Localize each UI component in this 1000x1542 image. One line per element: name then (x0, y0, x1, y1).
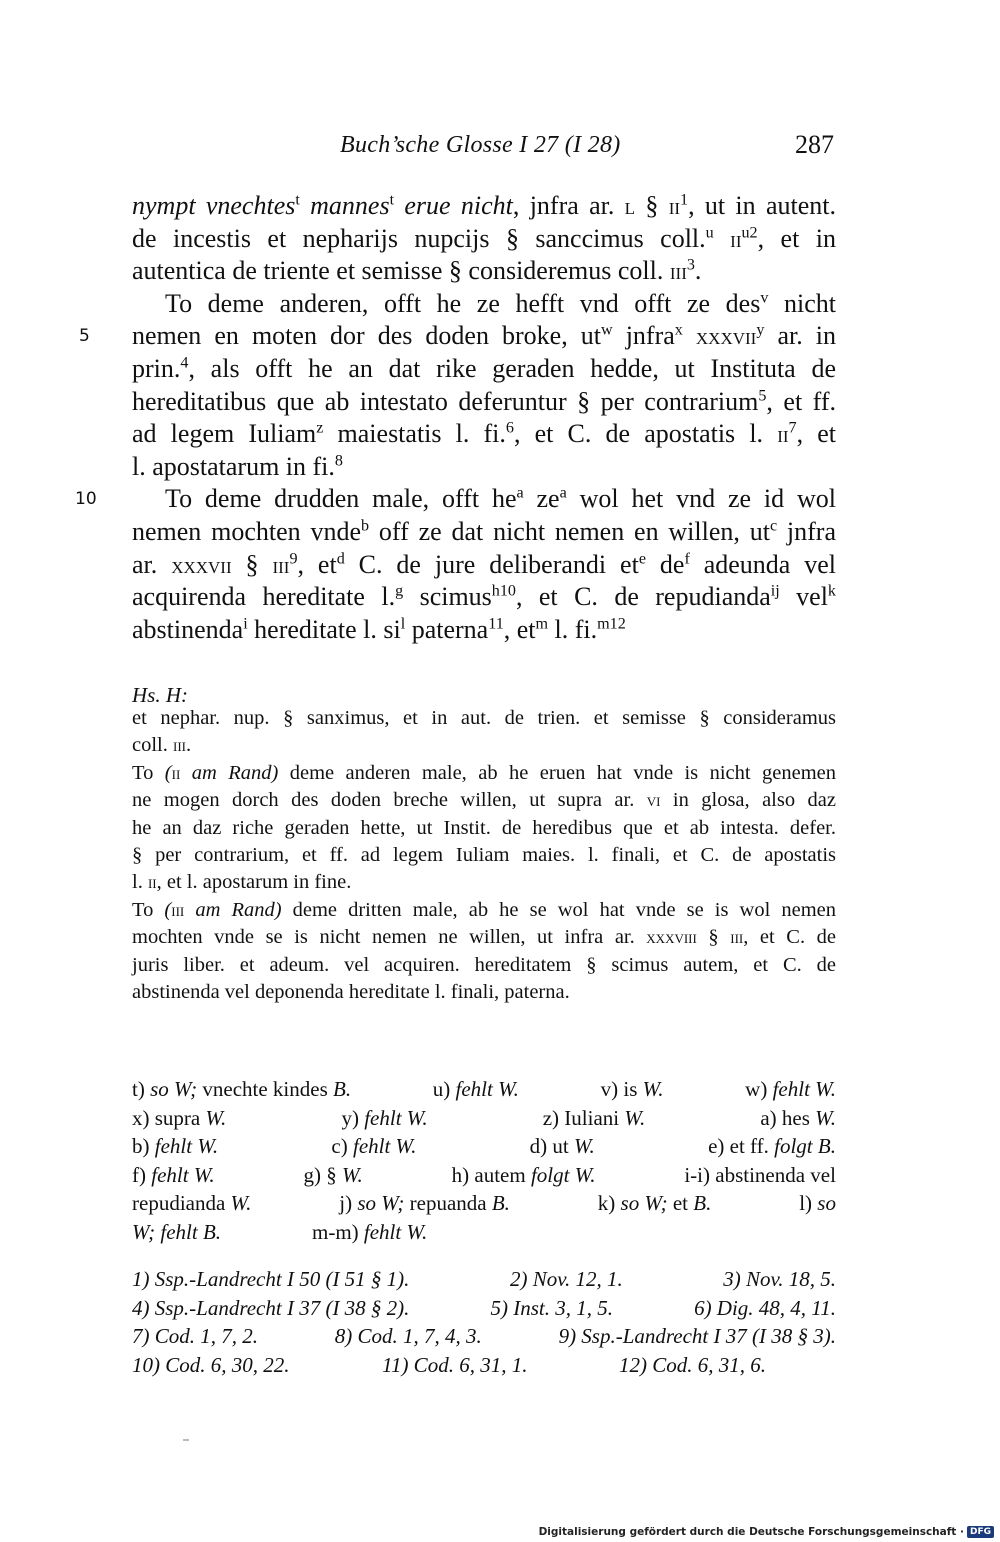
scan-speck (183, 1439, 189, 1441)
variant-note: repudianda W. (132, 1191, 252, 1215)
variant-note: u) fehlt W. (432, 1077, 519, 1101)
text-line: hereditatibus que ab intestato deferuntur § per contrarium$^5$, et ff. (132, 386, 836, 416)
text-line: 5 nemen en moten dor des doden broke, $ut^w$ jnfra$^x$ xxxvii$^y$ ar. in (132, 320, 836, 353)
variant-note: d) ut W. (529, 1134, 595, 1158)
text-line: autentica de triente et semisse § consideremus coll. iii$^3$. (132, 256, 702, 286)
text-line: ar. xxxvii § iii$^9$, $et^d$ C. de jure deliberandi $et^e$ $de^f$ adeunda vel (132, 549, 837, 579)
dfg-logo: DFG (967, 1526, 994, 1538)
footnote-row (132, 1161, 836, 1190)
variant-note: k) so W; et B. (597, 1191, 712, 1215)
variant-note: b) fehlt W. (132, 1134, 219, 1158)
text-line: prin.$^4$, als offt he an dat rike geraden hedde, ut Instituta de (132, 353, 836, 383)
text-line: To (ii am Rand) deme anderen male, ab he eruen hat vnde is nicht genemen (132, 761, 837, 784)
footnote-row (132, 1218, 836, 1247)
source-note: 11) Cod. 6, 31, 1. (382, 1352, 528, 1377)
line-number: 10 (75, 489, 97, 510)
footnote-row (132, 1322, 836, 1351)
text-line: coll. iii. (132, 734, 192, 757)
variant-note: j) so W; repuanda B. (339, 1191, 510, 1215)
text-line: juris liber. et adeum. vel acquiren. hereditatem § scimus autem, et C. de (132, 953, 836, 976)
variant-note: g) § W. (303, 1162, 363, 1187)
source-note: 10) Cod. 6, 30, 22. (132, 1352, 290, 1377)
text-line: he an daz riche geraden hette, ut Instit. de heredibus que et ab intesta. defer. (132, 816, 836, 839)
footnote-row (132, 1189, 836, 1218)
variant-note: w) fehlt W. (745, 1077, 836, 1101)
running-title: Buch’sche Glosse I 27 (I 28) (340, 132, 621, 158)
source-notes (132, 1265, 836, 1379)
footnote-row (132, 1075, 836, 1104)
source-note: 8) Cod. 1, 7, 4, 3. (334, 1324, 482, 1348)
text-line: ad legem Iuliam$^z$ maiestatis l. fi.$^6$, et C. de apostatis l. $ii^7$, et (132, 419, 837, 449)
text-line: nemen mochten vnde$^b$ off ze dat nicht nemen en willen, $ut^c$ jnfra (132, 516, 836, 546)
variant-note: y) fehlt W. (341, 1105, 428, 1130)
variant-note: W; fehlt B. (132, 1219, 222, 1244)
text-line: 10 To deme drudden male, offt $he^a$ $ze^a$ wol het vnd ze id wol (132, 483, 836, 516)
variant-note: m-m) fehlt W. (312, 1219, 428, 1244)
text-line: de incestis et nepharijs nupcijs § sanccimus coll.$^u$ $ii^{u2}$, et in (132, 223, 836, 253)
text-line: ne mogen dorch des doden breche willen, ut supra ar. vi in glosa, also daz (132, 789, 836, 812)
source-note: 1) Ssp.-Landrecht I 50 (I 51 § 1). (132, 1267, 410, 1291)
variant-note: v) is W. (600, 1077, 664, 1101)
source-note: 9) Ssp.-Landrecht I 37 (I 38 § 3). (558, 1324, 836, 1348)
page-number: 287 (795, 130, 834, 159)
footnote-row (132, 1351, 836, 1380)
source-note: 2) Nov. 12, 1. (509, 1267, 623, 1291)
line-number: 5 (79, 326, 90, 347)
main-text (75, 190, 837, 646)
manuscript-text (132, 705, 836, 1006)
variant-note: t) so W; vnechte kindes B. (132, 1077, 352, 1101)
variant-note: i-i) abstinenda vel (684, 1162, 836, 1187)
source-note: 12) Cod. 6, 31, 6. (619, 1352, 766, 1377)
text-line: et nephar. nup. § sanximus, et in aut. de trien. et semisse § consideramus (132, 707, 836, 729)
variant-note: f) fehlt W. (132, 1162, 215, 1187)
text-line: nympt vnechtes$^t$ mannes$^t$ erue nicht, jnfra ar. l § $ii^1$, ut in autent. (132, 191, 836, 220)
text-line: To (iii am Rand) deme dritten male, ab he se wol hat vnde se is wol nemen (132, 898, 836, 921)
variant-note: x) supra W. (132, 1105, 227, 1130)
footnote-row (132, 1104, 836, 1133)
variant-note: l) so (799, 1191, 836, 1215)
variant-note: h) autem folgt W. (451, 1162, 596, 1187)
footnote-row (132, 1132, 836, 1161)
variant-note: z) Iuliani W. (542, 1105, 646, 1130)
source-note: 3) Nov. 18, 5. (723, 1267, 836, 1291)
funding-credit (539, 1526, 994, 1538)
source-note: 5) Inst. 3, 1, 5. (490, 1295, 613, 1320)
source-note: 7) Cod. 1, 7, 2. (132, 1324, 258, 1348)
text-line: abstinenda vel deponenda hereditate l. finali, paterna. (132, 980, 570, 1003)
source-note: 6) Dig. 48, 4, 11. (694, 1295, 836, 1320)
text-line: acquirenda hereditate l.$^g$ scimus$^{h10}$, et C. de repudianda$^{ij}$ vel$^k$ (132, 582, 836, 612)
manuscript-label: Hs. H: (132, 683, 188, 707)
variant-note: a) hes W. (760, 1105, 836, 1130)
text-line: l. ii, et l. apostarum in fine. (132, 871, 352, 894)
variant-note: c) fehlt W. (331, 1134, 417, 1158)
variant-apparatus (132, 1075, 836, 1246)
footnote-row (132, 1265, 836, 1294)
text-line: l. apostatarum in fi.$^8$ (132, 451, 343, 481)
credit-text: Digitalisierung gefördert durch die Deutsche Forschungsgemeinschaft · (538, 1526, 964, 1538)
text-line: mochten vnde se is nicht nemen ne willen, ut infra ar. xxxviii § iii, et C. de (132, 926, 836, 949)
text-line: To deme anderen, offt he ze hefft vnd offt ze des$^v$ nicht (165, 288, 836, 318)
source-note: 4) Ssp.-Landrecht I 37 (I 38 § 2). (132, 1295, 410, 1320)
text-line: abstinenda$^i$ hereditate l. $si^l$ paterna$^{11}$, $et^m$ l. fi.$^{m12}$ (132, 614, 626, 644)
variant-note: e) et ff. folgt B. (708, 1134, 836, 1158)
text-line: § per contrarium, et ff. ad legem Iuliam maies. l. finali, et C. de apostatis (132, 843, 836, 866)
footnote-row (132, 1294, 836, 1323)
